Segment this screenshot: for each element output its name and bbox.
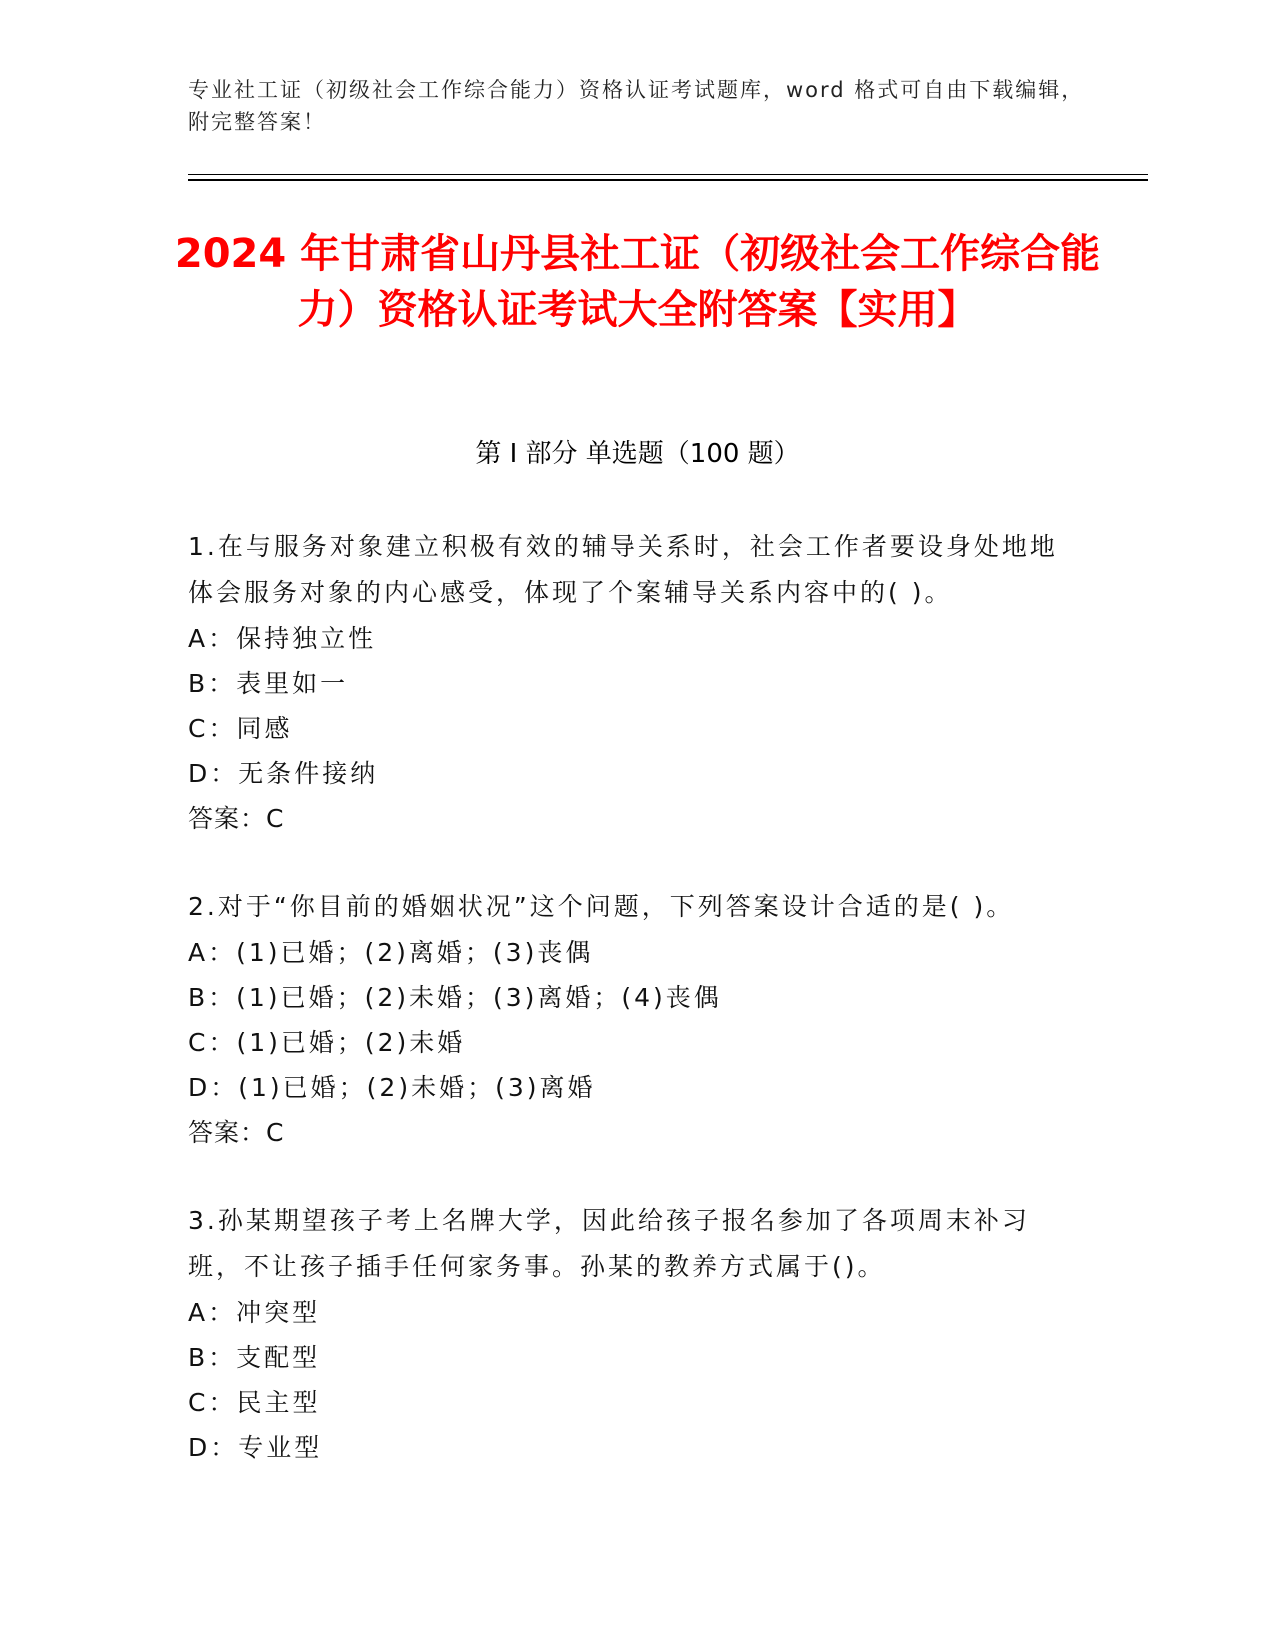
- option-b: B：表里如一: [188, 669, 349, 698]
- question-1: [188, 524, 1068, 842]
- question-text: 3.孙某期望孩子考上名牌大学，因此给孩子报名参加了各项周末补习班，不让孩子插手任何家务事。孙某的教养方式属于()。: [188, 1206, 1030, 1281]
- header-divider-thin: [188, 174, 1148, 175]
- option-a: A：保持独立性: [188, 624, 377, 653]
- option-a: A：(1)已婚；(2)离婚；(3)丧偶: [188, 938, 594, 967]
- question-text: 1.在与服务对象建立积极有效的辅导关系时，社会工作者要设身处地地体会服务对象的内心感受，体现了个案辅导关系内容中的( )。: [188, 532, 1058, 607]
- option-c: C：(1)已婚；(2)未婚: [188, 1028, 466, 1057]
- header-divider-thick: [188, 179, 1148, 181]
- question-text: 2.对于“你目前的婚姻状况”这个问题，下列答案设计合适的是( )。: [188, 892, 1015, 921]
- section-title: 第 I 部分 单选题（100 题）: [475, 439, 800, 469]
- option-d: D：无条件接纳: [188, 759, 379, 788]
- option-d: D：(1)已婚；(2)未婚；(3)离婚: [188, 1073, 596, 1102]
- header-note: 专业社工证（初级社会工作综合能力）资格认证考试题库，word 格式可自由下载编辑，附完整答案！: [188, 78, 1085, 134]
- option-a: A：冲突型: [188, 1298, 321, 1327]
- option-b: B：(1)已婚；(2)未婚；(3)离婚；(4)丧偶: [188, 983, 722, 1012]
- question-2: [188, 884, 1068, 1156]
- option-c: C：民主型: [188, 1388, 321, 1417]
- option-b: B：支配型: [188, 1343, 321, 1372]
- document-title: 2024 年甘肃省山丹县社工证（初级社会工作综合能力）资格认证考试大全附答案【实用】: [174, 231, 1101, 333]
- option-c: C：同感: [188, 714, 293, 743]
- option-d: D：专业型: [188, 1433, 323, 1462]
- answer: 答案：C: [188, 1118, 285, 1147]
- question-3: [188, 1198, 1068, 1470]
- answer: 答案：C: [188, 804, 285, 833]
